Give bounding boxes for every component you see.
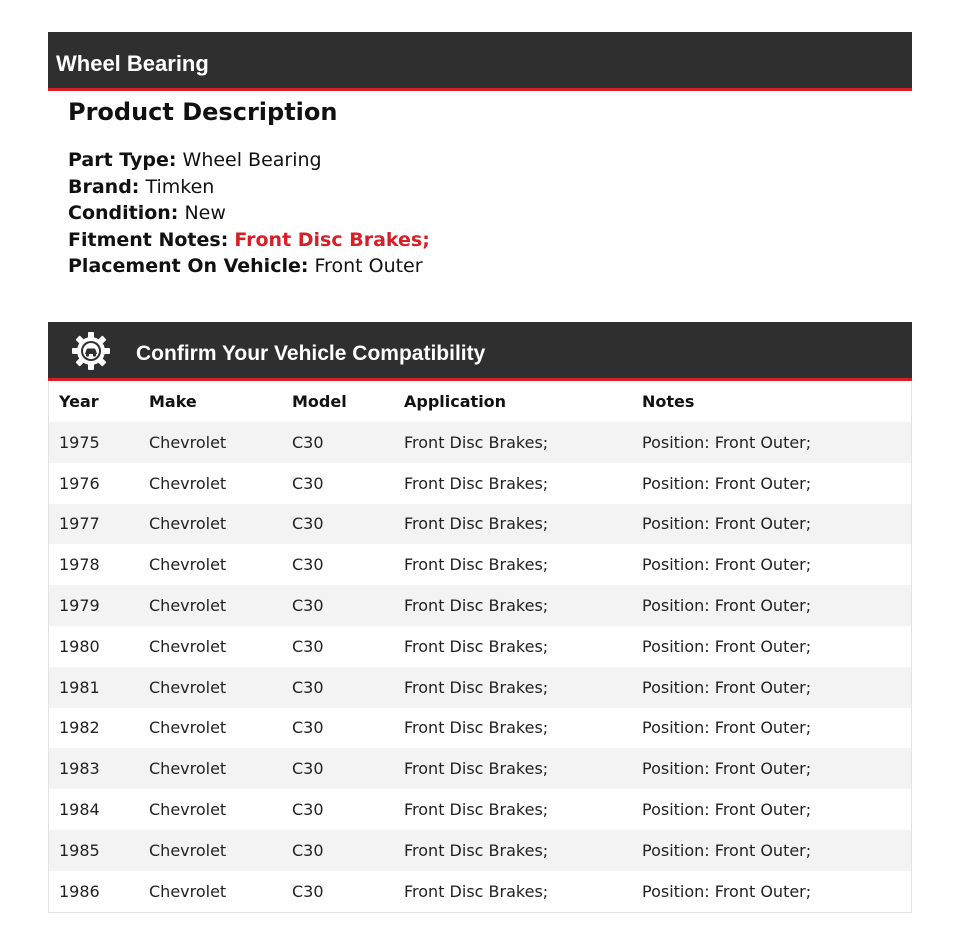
cell-make: Chevrolet [149,800,227,820]
fitment-row [68,227,868,254]
cell-notes: Position: Front Outer; [642,596,812,616]
part-type-label: Part Type: [68,149,177,171]
cell-model: C30 [292,432,324,452]
fitment-value: Front Disc Brakes; [234,228,430,251]
cell-application: Front Disc Brakes; [404,555,549,575]
cell-year: 1979 [59,596,100,616]
cell-make: Chevrolet [149,718,227,738]
cell-year: 1978 [59,555,100,575]
cell-model: C30 [292,840,324,860]
cell-make: Chevrolet [149,432,227,452]
col-header-application: Application [404,392,507,411]
cell-make: Chevrolet [149,881,227,901]
cell-application: Front Disc Brakes; [404,473,549,493]
table-row [49,830,911,871]
col-header-year: Year [59,392,99,411]
fitment-label: Fitment Notes: [68,228,229,251]
product-title: Wheel Bearing [56,51,209,76]
table-row [49,585,911,626]
cell-model: C30 [292,677,324,697]
cell-application: Front Disc Brakes; [404,881,549,901]
compatibility-table-container [48,381,912,913]
cell-application: Front Disc Brakes; [404,432,549,452]
table-row [49,544,911,585]
cell-notes: Position: Front Outer; [642,800,812,820]
cell-model: C30 [292,800,324,820]
col-header-notes: Notes [642,392,695,411]
cell-model: C30 [292,718,324,738]
cell-make: Chevrolet [149,473,227,493]
brand-row [68,174,868,201]
cell-year: 1980 [59,636,100,656]
cell-model: C30 [292,555,324,575]
cell-notes: Position: Front Outer; [642,840,812,860]
part-type-row [68,147,868,174]
cell-year: 1982 [59,718,100,738]
part-type-value: Wheel Bearing [182,149,322,171]
cell-notes: Position: Front Outer; [642,677,812,697]
cell-notes: Position: Front Outer; [642,881,812,901]
table-row [49,871,911,912]
table-row [49,626,911,667]
table-row [49,504,911,545]
cell-model: C30 [292,759,324,779]
cell-model: C30 [292,596,324,616]
cell-application: Front Disc Brakes; [404,759,549,779]
description-heading: Product Description [68,98,338,126]
cell-model: C30 [292,636,324,656]
cell-make: Chevrolet [149,840,227,860]
cell-application: Front Disc Brakes; [404,677,549,697]
cell-application: Front Disc Brakes; [404,718,549,738]
cell-model: C30 [292,514,324,534]
placement-value: Front Outer [314,255,423,277]
placement-label: Placement On Vehicle: [68,255,309,277]
cell-year: 1981 [59,677,100,697]
product-title-banner [48,32,912,91]
col-header-model: Model [292,392,347,411]
cell-application: Front Disc Brakes; [404,840,549,860]
table-row [49,789,911,830]
cell-notes: Position: Front Outer; [642,514,812,534]
table-row [49,422,911,463]
compatibility-table [49,381,911,912]
cell-notes: Position: Front Outer; [642,759,812,779]
table-row [49,667,911,708]
cell-make: Chevrolet [149,514,227,534]
cell-make: Chevrolet [149,555,227,575]
brand-value: Timken [145,175,215,198]
cell-make: Chevrolet [149,677,227,697]
cell-notes: Position: Front Outer; [642,718,812,738]
cell-application: Front Disc Brakes; [404,514,549,534]
cell-make: Chevrolet [149,596,227,616]
cell-year: 1977 [59,514,100,534]
gear-car-icon [70,330,112,372]
product-description [68,96,868,280]
cell-make: Chevrolet [149,759,227,779]
cell-year: 1983 [59,759,100,779]
compatibility-title: Confirm Your Vehicle Compatibility [136,342,486,365]
compatibility-banner [48,322,912,381]
cell-application: Front Disc Brakes; [404,636,549,656]
condition-row [68,200,868,227]
table-row [49,463,911,504]
col-header-make: Make [149,392,197,411]
cell-year: 1976 [59,473,100,493]
condition-value: New [184,202,226,224]
cell-notes: Position: Front Outer; [642,555,812,575]
table-header-row [49,381,911,422]
table-row [49,748,911,789]
cell-make: Chevrolet [149,636,227,656]
cell-year: 1985 [59,840,100,860]
cell-application: Front Disc Brakes; [404,596,549,616]
cell-notes: Position: Front Outer; [642,636,812,656]
cell-year: 1984 [59,800,100,820]
brand-label: Brand: [68,175,140,198]
table-row [49,708,911,749]
cell-model: C30 [292,881,324,901]
cell-notes: Position: Front Outer; [642,432,812,452]
cell-model: C30 [292,473,324,493]
placement-row [68,253,868,280]
cell-application: Front Disc Brakes; [404,800,549,820]
cell-notes: Position: Front Outer; [642,473,812,493]
condition-label: Condition: [68,202,179,224]
cell-year: 1986 [59,881,100,901]
cell-year: 1975 [59,432,100,452]
